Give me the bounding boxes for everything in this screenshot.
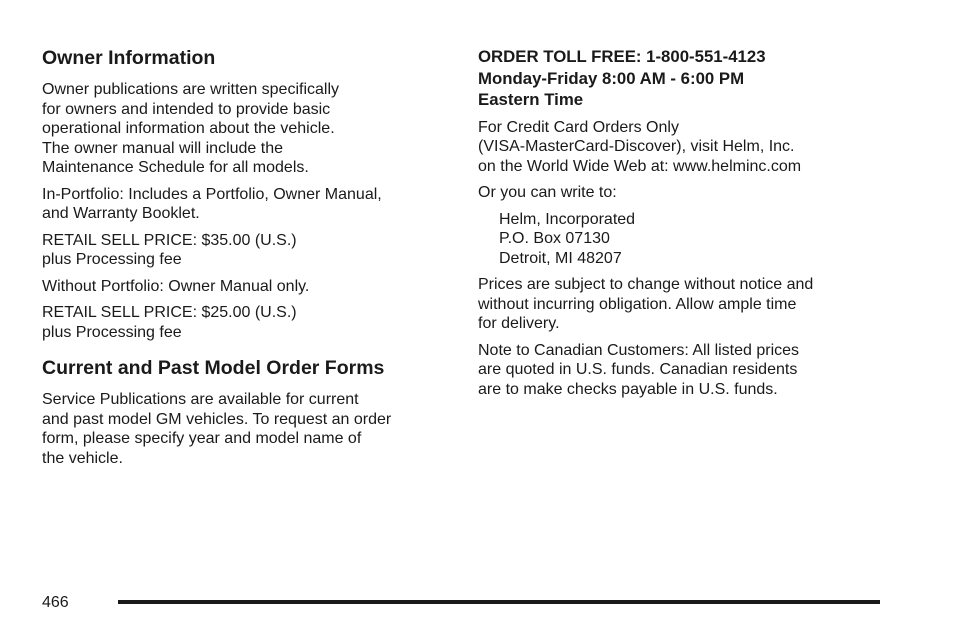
text-line: are to make checks payable in U.S. funds. [478,380,778,398]
text-line: operational information about the vehicle. [42,120,335,137]
paragraph-service-publications [42,390,447,468]
text-line: without incurring obligation. Allow ample time [478,295,797,313]
order-toll-free-heading [478,46,918,111]
text-line: RETAIL SELL PRICE: $35.00 (U.S.) [42,231,297,249]
text-line: Helm, Incorporated [499,210,636,228]
text-line: Maintenance Schedule for all models. [42,159,309,176]
section-heading-owner-information: Owner Information [42,47,216,69]
paragraph-owner-publications [42,80,447,178]
paragraph-without-portfolio [42,277,447,297]
text-line: In-Portfolio: Includes a Portfolio, Owner Manual, [42,185,382,203]
paragraph-canadian-customers [478,341,918,400]
text-line: plus Processing fee [42,251,182,268]
text-line: are quoted in U.S. funds. Canadian residents [478,361,798,378]
text-line: Prices are subject to change without notice and [478,276,814,293]
text-line: Service Publications are available for current [42,391,359,408]
text-line: for owners and intended to provide basic [42,100,331,118]
text-line: The owner manual will include the [42,139,284,157]
text-line: and Warranty Booklet. [42,205,200,222]
text-line: RETAIL SELL PRICE: $25.00 (U.S.) [42,304,297,321]
text-line: on the World Wide Web at: www.helminc.com [478,157,802,175]
paragraph-in-portfolio [42,185,447,224]
text-line: P.O. Box 07130 [499,230,610,247]
footer-divider [118,600,880,604]
text-line: Owner publications are written specifically [42,81,340,98]
paragraph-price-25 [42,303,447,342]
text-line: form, please specify year and model name of [42,430,362,447]
paragraph-price-35 [42,231,447,270]
text-line: and past model GM vehicles. To request an order [42,410,392,428]
section-heading-order-forms: Current and Past Model Order Forms [42,357,385,379]
paragraph-write-to [478,183,918,203]
text-line: For Credit Card Orders Only [478,118,679,136]
text-line: Without Portfolio: Owner Manual only. [42,277,310,295]
text-line: the vehicle. [42,449,123,467]
text-line: plus Processing fee [42,323,182,341]
text-line: for delivery. [478,315,560,332]
text-line: ORDER TOLL FREE: 1-800-551-4123 [478,47,766,66]
text-line: Detroit, MI 48207 [499,249,622,267]
text-line: Eastern Time [478,90,584,109]
page-number: 466 [42,594,69,611]
mailing-address [478,210,918,269]
left-column [42,46,447,475]
text-line: Monday-Friday 8:00 AM - 6:00 PM [478,68,745,88]
text-line: (VISA-MasterCard-Discover), visit Helm, Inc. [478,138,795,155]
text-line: Or you can write to: [478,184,617,201]
paragraph-credit-card-orders [478,118,918,177]
paragraph-prices-subject [478,275,918,334]
text-line: Note to Canadian Customers: All listed prices [478,341,800,359]
right-column [478,46,918,406]
